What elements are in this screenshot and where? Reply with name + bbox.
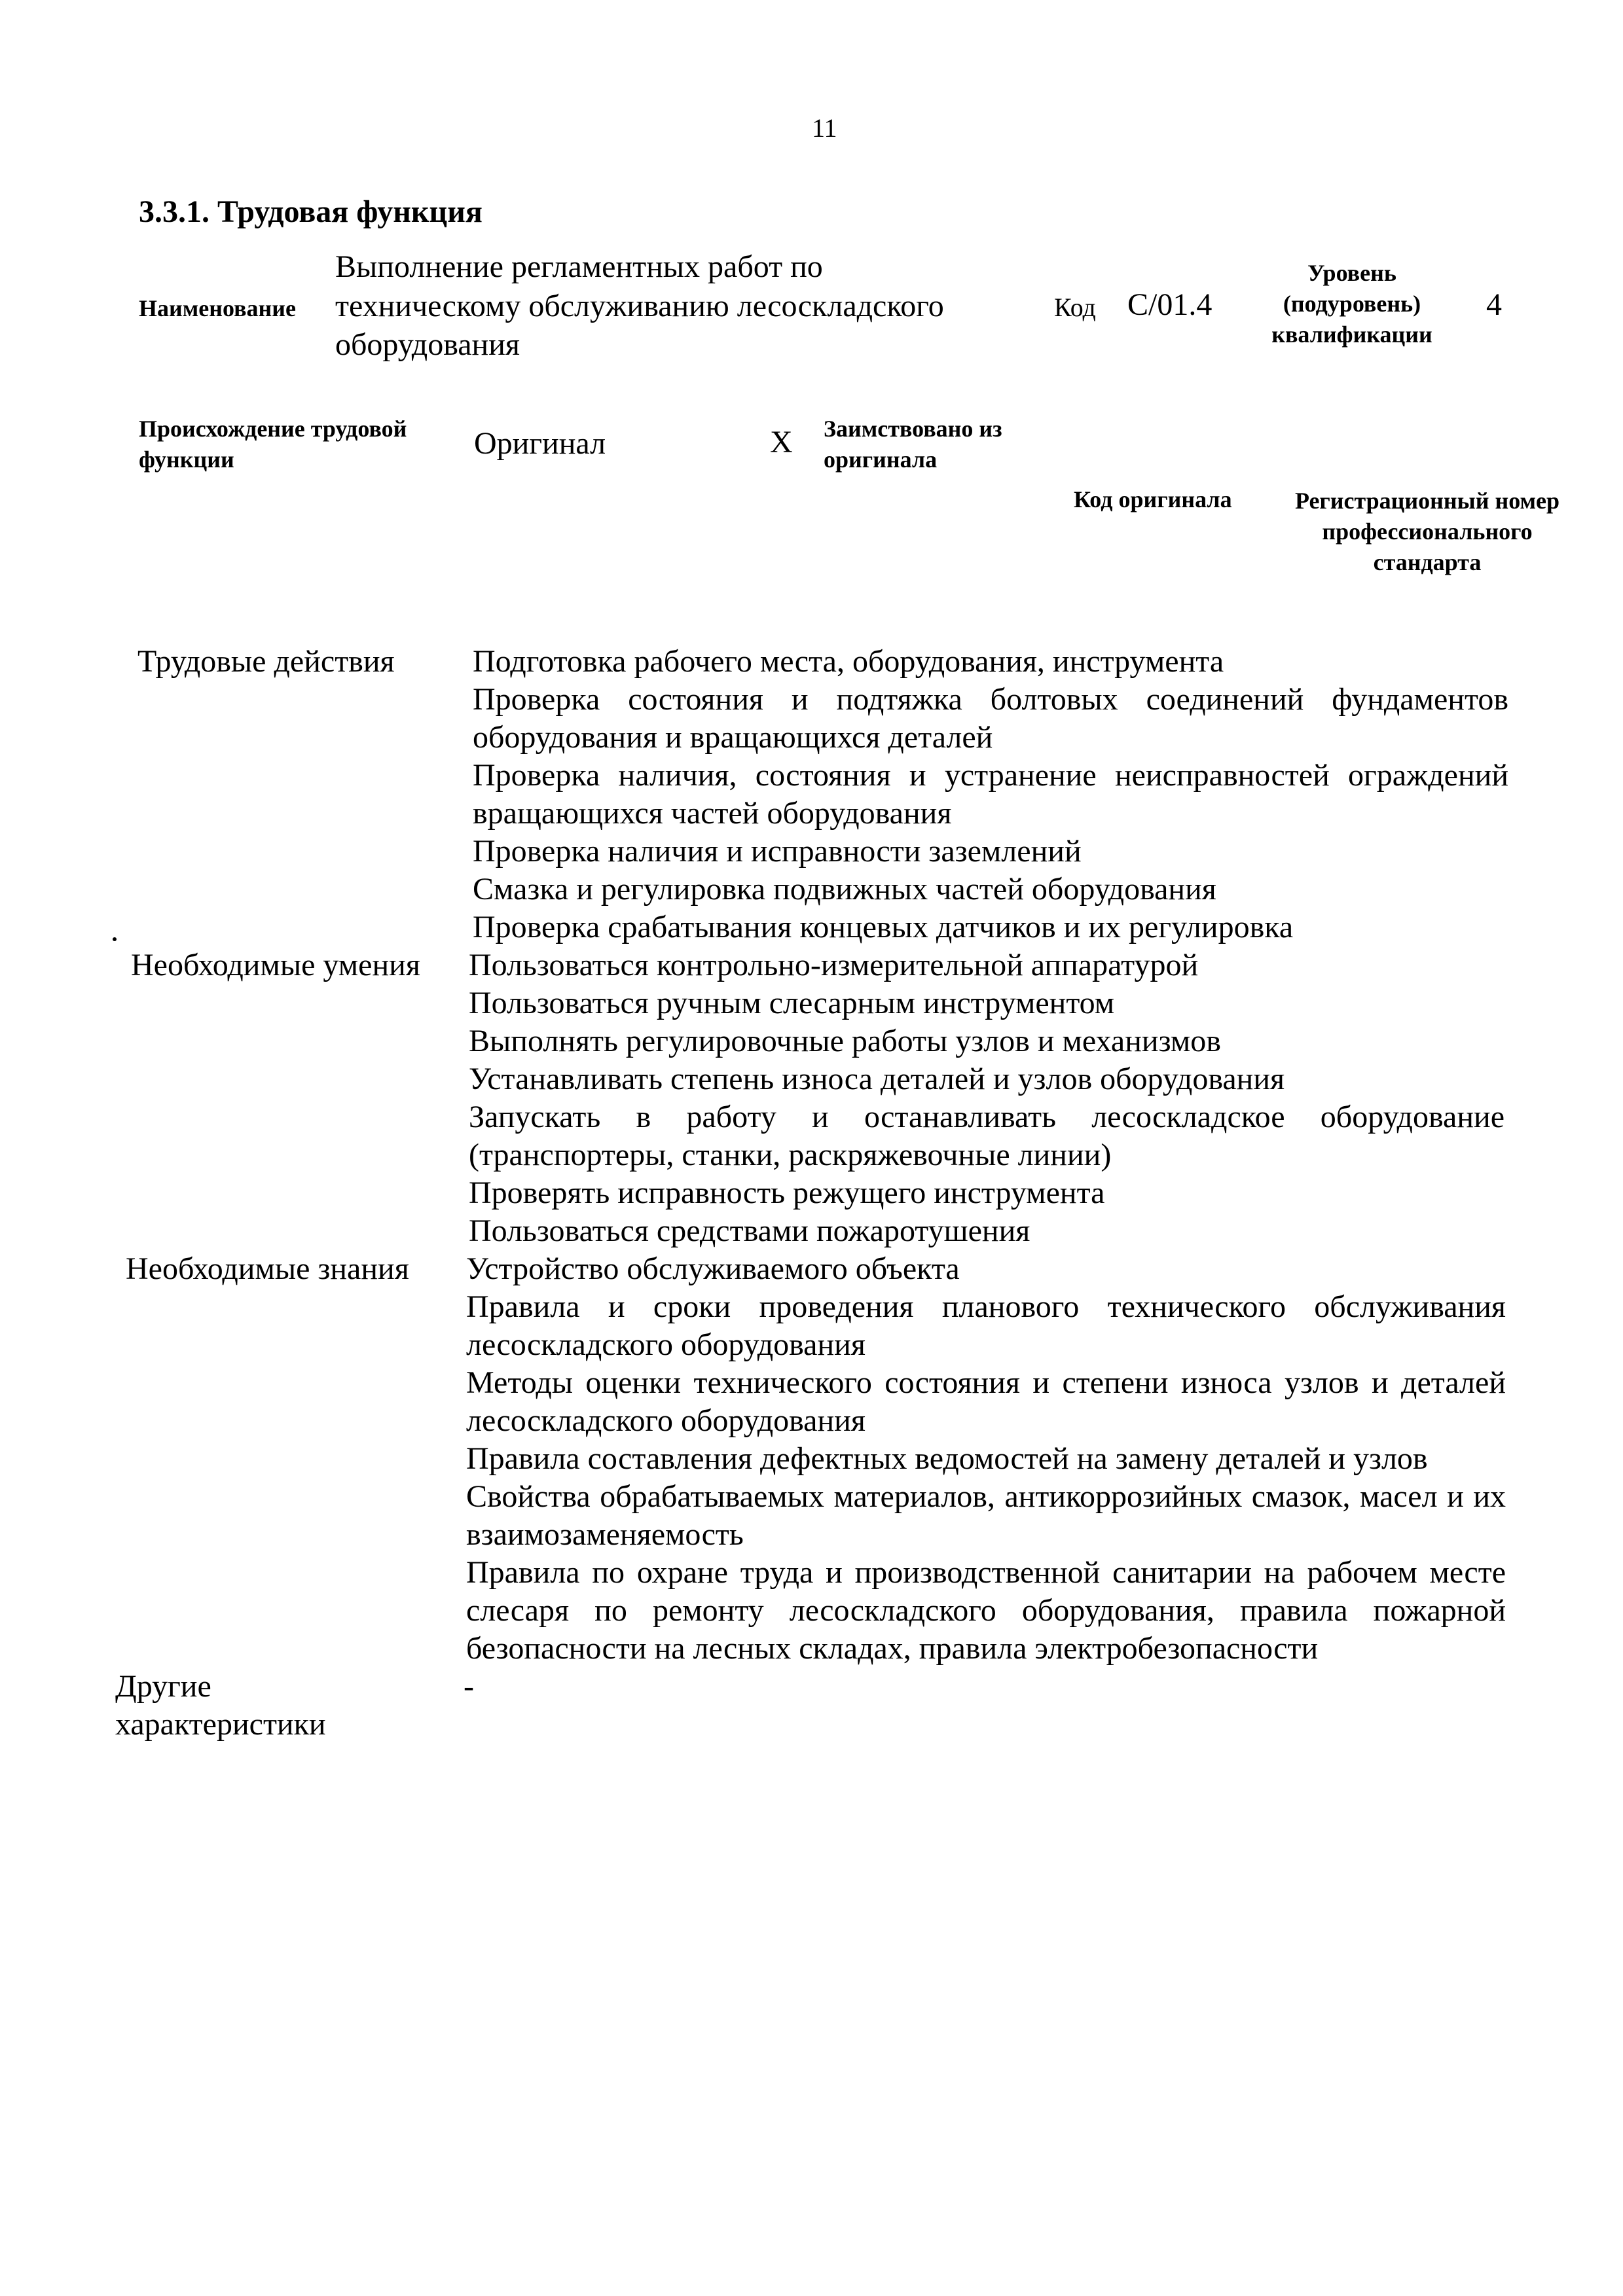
page-number: 11 xyxy=(812,113,837,143)
function-name: Выполнение регламентных работ по техническому обслуживанию лесоскладского оборудования xyxy=(335,249,944,363)
list-item: Свойства обрабатываемых материалов, антикоррозийных смазок, масел и их взаимозаменяемость xyxy=(466,1479,1506,1552)
list-item: Устанавливать степень износа деталей и узлов оборудования xyxy=(469,1062,1285,1096)
knowledge-label: Необходимые знания xyxy=(126,1251,409,1286)
stray-dot xyxy=(113,937,117,941)
section-title: 3.3.1. Трудовая функция xyxy=(139,194,483,229)
list-item: Правила и сроки проведения планового технического обслуживания лесоскладского оборудования xyxy=(466,1289,1506,1362)
list-item: Проверка наличия, состояния и устранение неисправностей ограждений вращающихся частей оборудования xyxy=(473,758,1508,831)
actions-label: Трудовые действия xyxy=(137,644,395,679)
list-item: Проверять исправность режущего инструмента xyxy=(469,1175,1105,1210)
list-item: Смазка и регулировка подвижных частей оборудования xyxy=(473,872,1216,906)
original-option: Оригинал xyxy=(474,426,606,461)
list-item: Пользоваться ручным слесарным инструментом xyxy=(469,986,1115,1020)
actions-list xyxy=(473,643,1508,946)
knowledge-list xyxy=(466,1250,1506,1668)
list-item: Правила составления дефектных ведомостей на замену деталей и узлов xyxy=(466,1441,1428,1476)
code-value: C/01.4 xyxy=(1127,287,1213,322)
list-item: Пользоваться контрольно-измерительной аппаратурой xyxy=(469,948,1199,982)
list-item: Подготовка рабочего места, оборудования, инструмента xyxy=(473,644,1224,679)
level-value: 4 xyxy=(1486,287,1502,322)
list-item: Правила по охране труда и производственной санитарии на рабочем месте слесаря по ремонту лесоскладского оборудования, правила пожарной безопасности на лесных складах, правила электробезопасности xyxy=(466,1555,1506,1666)
level-label: Уровень (подуровень) квалификации xyxy=(1271,260,1432,348)
list-item: Пользоваться средствами пожаротушения xyxy=(469,1213,1030,1248)
list-item: Устройство обслуживаемого объекта xyxy=(466,1251,960,1286)
origin-label: Происхождение трудовой функции xyxy=(139,416,407,473)
other-label: Другие характеристики xyxy=(115,1669,326,1742)
list-item: Методы оценки технического состояния и степени износа узлов и деталей лесоскладского оборудования xyxy=(466,1365,1506,1438)
list-item: Проверка состояния и подтяжка болтовых соединений фундаментов оборудования и вращающихся деталей xyxy=(473,682,1508,755)
list-item: Проверка наличия и исправности заземлений xyxy=(473,834,1082,869)
list-item: Запускать в работу и останавливать лесоскладское оборудование (транспортеры, станки, раскряжевочные линии) xyxy=(469,1100,1504,1172)
registration-number-label: Регистрационный номер профессионального стандарта xyxy=(1294,488,1560,575)
borrowed-option: Заимствовано из оригинала xyxy=(824,416,1002,473)
list-item: Выполнять регулировочные работы узлов и механизмов xyxy=(469,1024,1221,1058)
code-label: Код xyxy=(1054,293,1096,322)
skills-list xyxy=(469,946,1504,1250)
name-label: Наименование xyxy=(139,295,296,321)
original-mark: X xyxy=(770,425,793,459)
skills-label: Необходимые умения xyxy=(131,948,420,982)
code-original-label: Код оригинала xyxy=(1074,486,1232,512)
list-item: Проверка срабатывания концевых датчиков и их регулировка xyxy=(473,910,1294,944)
other-value: - xyxy=(464,1669,474,1704)
